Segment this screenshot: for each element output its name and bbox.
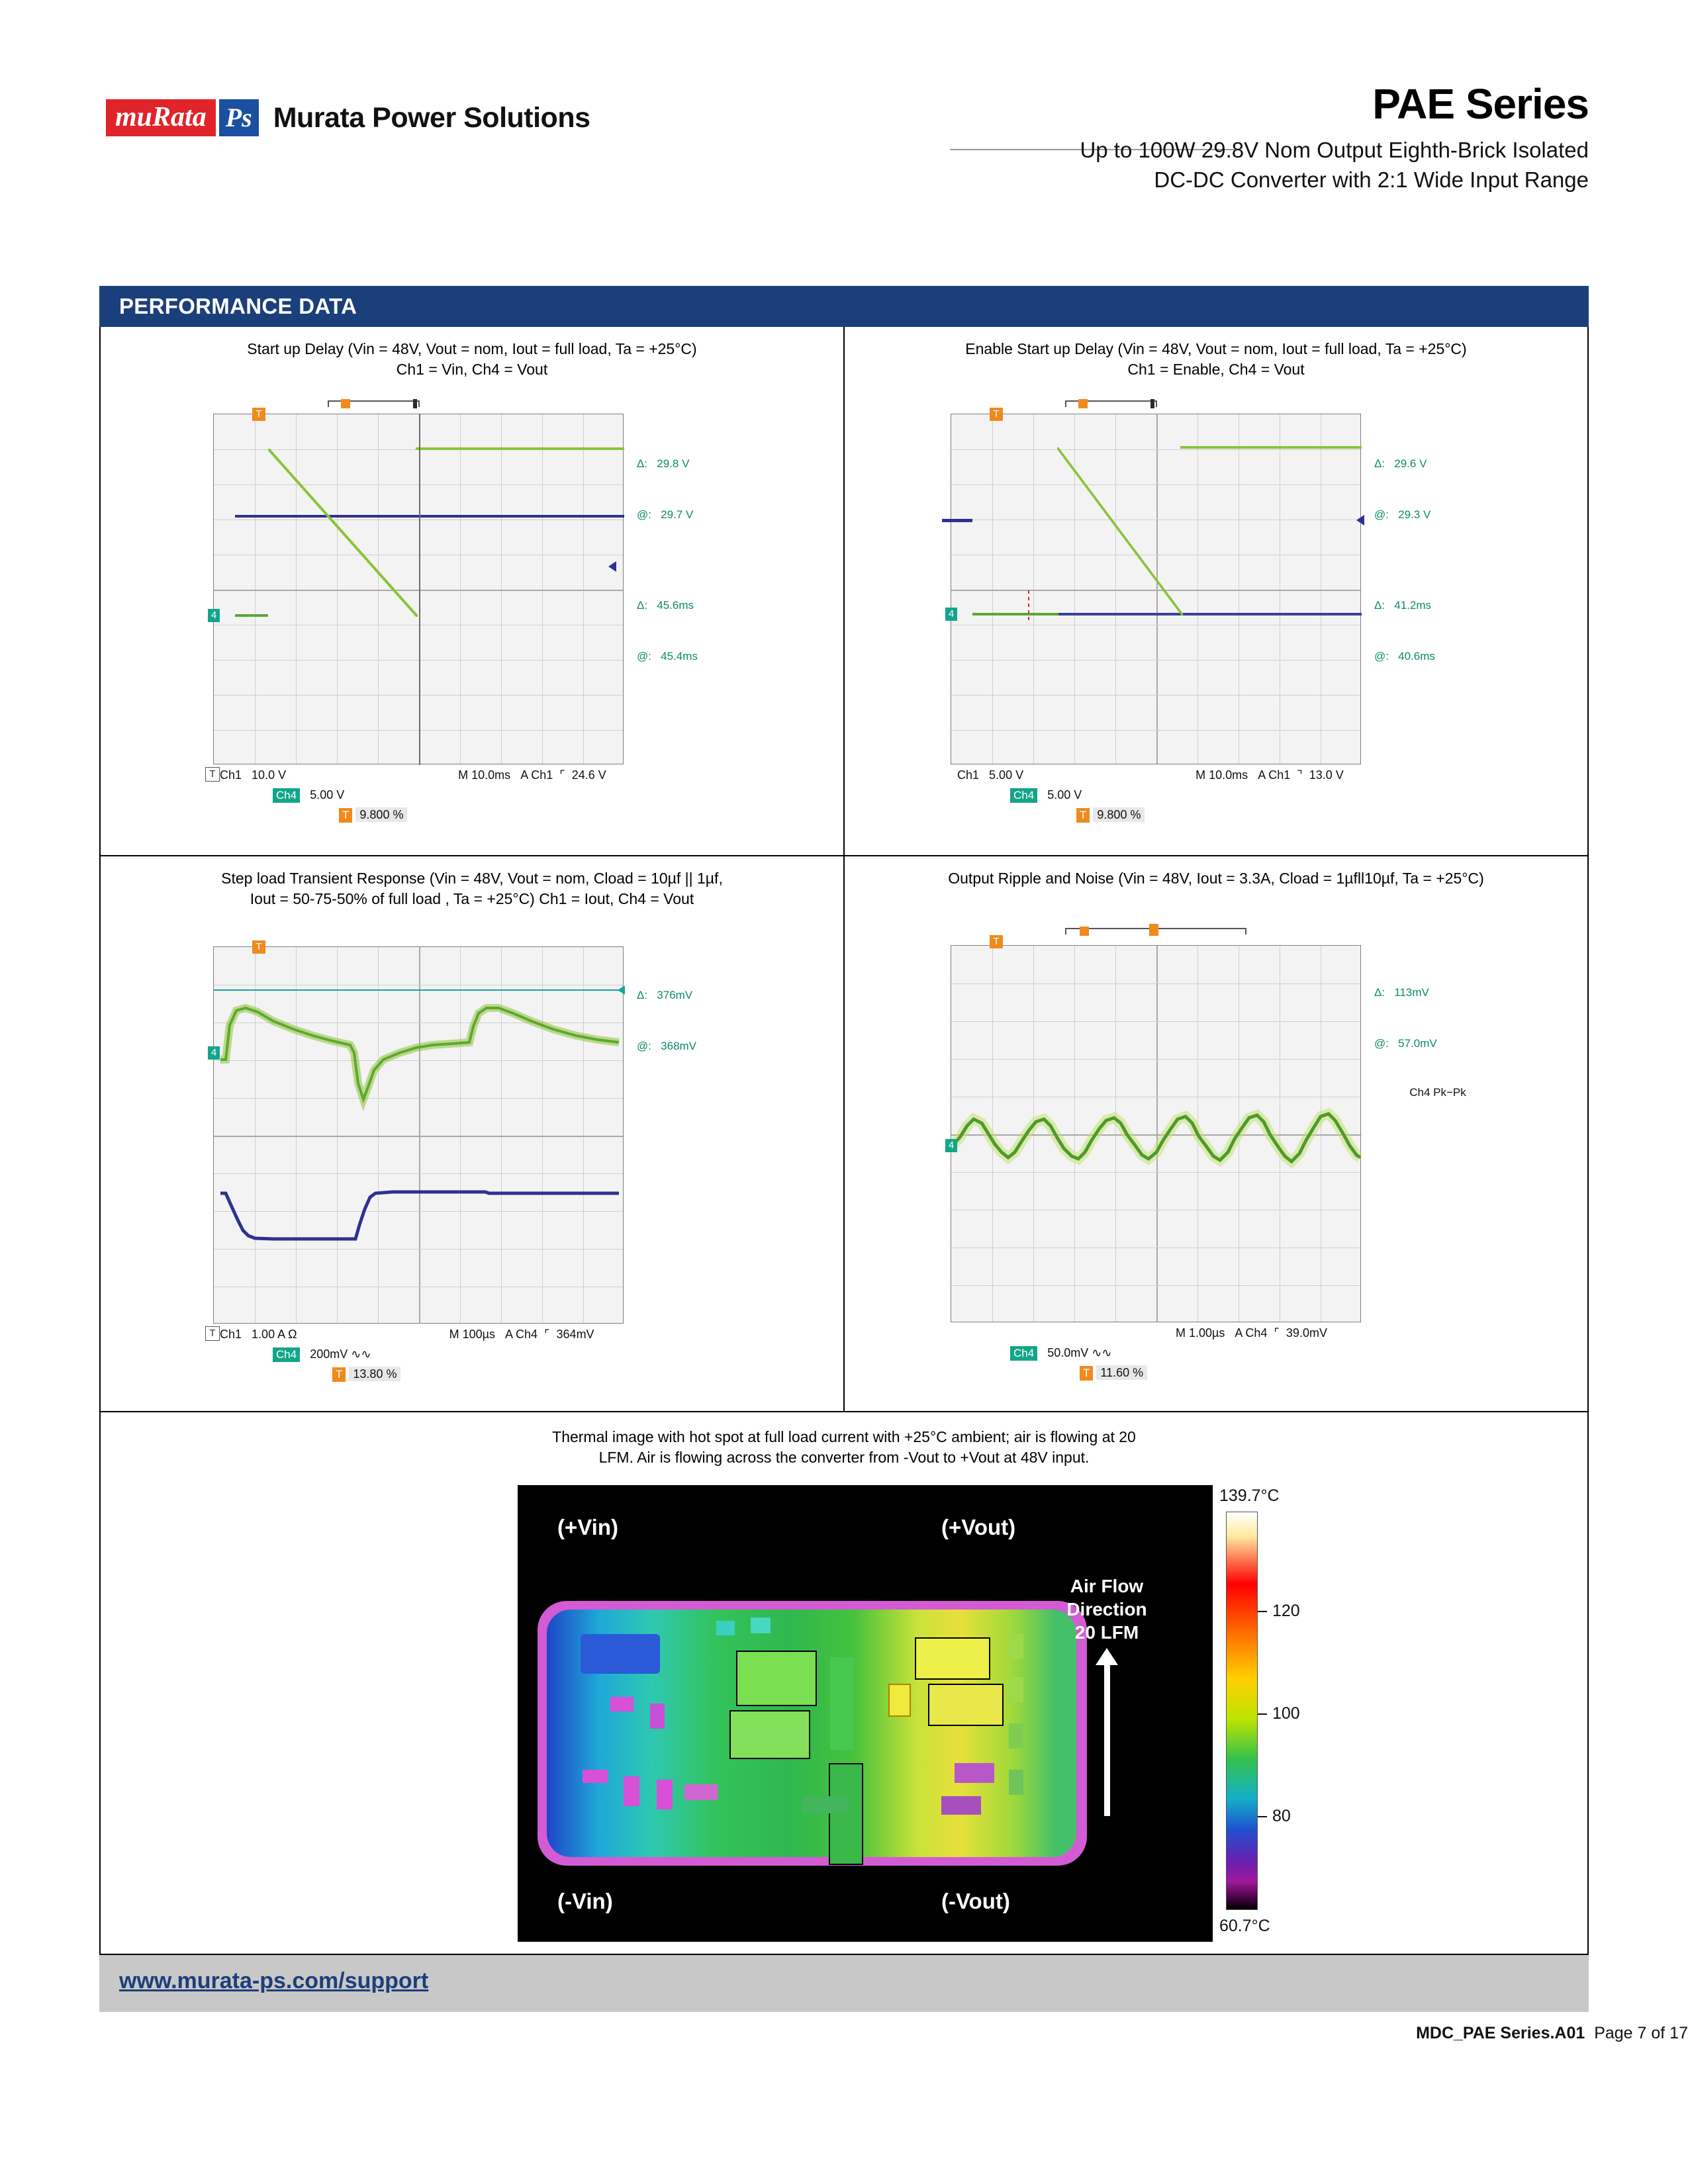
performance-data-frame	[99, 327, 1589, 1955]
scope-screenshot-stepload	[200, 929, 749, 1386]
scope-bottom-bar-stepload: Ch1 1.00 A Ω M 100µs A Ch4 ⌜ 364mV	[220, 1328, 594, 1341]
trace-ch4-ramp	[1057, 447, 1183, 615]
bottom-trigger-level: 13.0 V	[1309, 768, 1344, 782]
ch4-scale-value: 50.0mV	[1047, 1346, 1089, 1359]
bottom-ch1-value: 5.00 V	[989, 768, 1024, 782]
ch4-marker: 4	[945, 1139, 957, 1152]
caption-line-1: Enable Start up Delay (Vin = 48V, Vout = nom, Iout = full load, Ta = +25°C)	[965, 340, 1467, 357]
scope-pos-bar-ripple	[1080, 1366, 1147, 1381]
trigger-marker: T	[990, 935, 1003, 948]
caption-line-2: Ch1 = Enable, Ch4 = Vout	[1127, 361, 1305, 379]
ch4-marker: 4	[208, 1046, 220, 1060]
murata-logo	[106, 99, 590, 136]
caption-line-1: Start up Delay (Vin = 48V, Vout = nom, Iout = full load, Ta = +25°C)	[247, 340, 697, 357]
page-number: Page 7 of 17	[1594, 2024, 1688, 2042]
scope-bottom-bar-enable: Ch1 5.00 V M 10.0ms A Ch1 ⌝ 13.0 V	[957, 768, 1344, 782]
ch4-scale-value: 200mV	[310, 1347, 348, 1361]
plot-cell-enable-startup-delay	[845, 327, 1587, 856]
trace-ch1-high	[942, 519, 972, 522]
bottom-ch1-value: 10.0 V	[252, 768, 287, 782]
scope-top-marker-2	[413, 399, 417, 408]
scale-tick	[1258, 1713, 1267, 1715]
bottom-trigger-level: 39.0mV	[1286, 1326, 1327, 1340]
subtitle-line-2: DC-DC Converter with 2:1 Wide Input Range	[1154, 167, 1589, 192]
bottom-timebase: M 10.0ms	[1196, 768, 1248, 782]
trace-ch4-high	[416, 447, 624, 450]
caption-line-2: Ch1 = Vin, Ch4 = Vout	[396, 361, 548, 379]
scope-bottom-bar-startup: Ch1 10.0 V M 10.0ms A Ch1 ⌜ 24.6 V	[220, 768, 606, 782]
bottom-ch1-value: 1.00 A Ω	[252, 1328, 297, 1341]
thermal-label-vin-neg: (-Vin)	[557, 1889, 613, 1913]
page-title: PAE Series	[1372, 80, 1589, 128]
trace-ch4-low	[972, 613, 1058, 615]
scale-tick-label: 120	[1272, 1602, 1300, 1620]
airflow-line-3: 20 LFM	[1074, 1622, 1139, 1643]
bottom-timebase: M 100µs	[449, 1328, 496, 1341]
bottom-trigger-source: A Ch4	[505, 1328, 538, 1341]
ch4-scale-value: 5.00 V	[310, 788, 345, 801]
plot-caption-startup	[101, 327, 843, 380]
trace-ch4-ramp	[268, 449, 418, 617]
plot-caption-enable	[845, 327, 1587, 380]
thermal-image	[518, 1485, 1213, 1942]
scope-top-marker-2	[1150, 399, 1154, 408]
scope-grid	[211, 408, 624, 764]
scale-tick-label: 100	[1272, 1704, 1300, 1723]
scope-top-marker	[1080, 927, 1089, 936]
ch4-badge: Ch4	[1010, 1346, 1037, 1361]
readout-row: @: 57.0mV	[1374, 1036, 1437, 1050]
plot-caption-ripple	[845, 856, 1587, 889]
scale-gradient-bar	[1226, 1512, 1258, 1910]
airflow-line-2: Direction	[1066, 1599, 1147, 1619]
caption-line-1: Step load Transient Response (Vin = 48V, Vout = nom, Cload = 10µf || 1µf,	[221, 870, 723, 887]
thermal-scale	[1219, 1485, 1358, 1942]
position-marker-icon: T	[1076, 808, 1090, 823]
ch4-badge: Ch4	[273, 788, 300, 803]
plot-cell-step-load-transient	[101, 856, 845, 1412]
logo-ps-mark: Ps	[219, 99, 259, 136]
scope-ch4-bar-stepload: Ch4 200mV ∿∿	[273, 1347, 371, 1362]
ch4-scale-value: 5.00 V	[1047, 788, 1082, 801]
bottom-left-marker: T	[205, 767, 220, 782]
airflow-arrow-head	[1096, 1648, 1118, 1665]
trigger-marker: T	[252, 408, 265, 421]
marker-arrow-right	[1356, 515, 1364, 525]
thermal-label-vout-neg: (-Vout)	[941, 1889, 1010, 1913]
trace-ch4-ripple	[951, 946, 1362, 1323]
footer-bar	[99, 1955, 1589, 2012]
bottom-ch1-label: Ch1	[220, 768, 242, 782]
scale-tick-label: 80	[1272, 1807, 1291, 1825]
logo-company-name: Murata Power Solutions	[273, 101, 590, 134]
cursor-line	[419, 414, 420, 765]
scope-bottom-bar-ripple: M 1.00µs A Ch4 ⌜ 39.0mV	[1176, 1326, 1327, 1340]
position-marker-icon: T	[339, 808, 352, 823]
footer-meta	[199, 2024, 1688, 2043]
scope-ch4-bar-ripple: Ch4 50.0mV ∿∿	[1010, 1346, 1111, 1361]
bottom-ch1-label: Ch1	[220, 1328, 242, 1341]
scope-readout-enable	[1374, 422, 1435, 698]
readout-row: @: 29.7 V	[637, 508, 694, 521]
marker-arrow-right	[608, 561, 616, 572]
scope-ch4-bar-startup	[273, 788, 344, 803]
bottom-trigger-source: A Ch1	[520, 768, 553, 782]
document-id: MDC_PAE Series.A01	[1416, 2024, 1585, 2042]
plot-cell-thermal-image	[101, 1412, 1587, 1952]
plot-caption-thermal	[101, 1412, 1587, 1468]
plot-cell-output-ripple-noise	[845, 856, 1587, 1412]
ch4-badge: Ch4	[1010, 788, 1037, 803]
scope-screenshot-enable	[937, 396, 1487, 833]
readout-row: Δ: 113mV	[1374, 986, 1429, 999]
caption-line-2: LFM. Air is flowing across the converter from -Vout to +Vout at 48V input.	[598, 1449, 1090, 1467]
trace-ch4-low	[235, 614, 268, 617]
readout-row: Δ: 29.8 V	[637, 457, 690, 470]
bottom-trigger-source: A Ch4	[1235, 1326, 1268, 1340]
bottom-timebase: M 1.00µs	[1176, 1326, 1225, 1340]
ch4-marker: 4	[208, 609, 220, 622]
position-value: 11.60 %	[1096, 1365, 1147, 1380]
airflow-arrow-stem	[1104, 1664, 1110, 1816]
scale-max-label: 139.7°C	[1219, 1486, 1280, 1505]
readout-row: @: 29.3 V	[1374, 508, 1431, 521]
position-value: 9.800 %	[1093, 807, 1145, 822]
scale-tick	[1258, 1611, 1267, 1612]
position-marker-icon: T	[332, 1367, 346, 1382]
section-header-performance-data	[99, 286, 1589, 327]
bottom-timebase: M 10.0ms	[458, 768, 511, 782]
scope-screenshot-startup	[200, 396, 749, 833]
plot-caption-stepload	[101, 856, 843, 909]
thermal-label-vin-pos: (+Vin)	[557, 1515, 618, 1539]
position-marker-icon: T	[1080, 1366, 1093, 1381]
support-link[interactable]: www.murata-ps.com/support	[119, 1968, 429, 1993]
trace-ch4-high	[1180, 446, 1362, 449]
scope-grid	[211, 941, 624, 1324]
bottom-trigger-level: 364mV	[556, 1328, 594, 1341]
plot-cell-startup-delay	[101, 327, 845, 856]
scope-screenshot-ripple	[937, 923, 1487, 1379]
scope-side-label-ripple: Ch4 Pk−Pk	[1409, 1085, 1466, 1099]
page-header	[99, 79, 1589, 232]
scope-top-marker-2	[1149, 924, 1158, 936]
readout-row: Δ: 45.6ms	[637, 599, 694, 612]
readout-row: Δ: 29.6 V	[1374, 457, 1427, 470]
airflow-line-1: Air Flow	[1070, 1576, 1144, 1596]
bottom-ch1-label: Ch1	[957, 768, 980, 782]
scope-pos-bar-enable	[1076, 808, 1145, 823]
subtitle-line-1: Up to 100W 29.8V Nom Output Eighth-Brick Isolated	[1080, 138, 1589, 162]
readout-row: Δ: 376mV	[637, 989, 693, 1001]
thermal-label-vout-pos: (+Vout)	[941, 1515, 1016, 1539]
scope-readout-stepload	[637, 953, 696, 1088]
scope-top-marker	[1078, 399, 1088, 408]
cursor-marker-right	[618, 985, 625, 995]
caption-line-1: Thermal image with hot spot at full load current with +25°C ambient; air is flowing at 20	[552, 1428, 1136, 1445]
bottom-left-marker: T	[205, 1326, 220, 1341]
trigger-marker: T	[990, 408, 1003, 421]
page-subtitle	[794, 136, 1589, 195]
scope-readout-ripple	[1374, 950, 1437, 1085]
position-value: 13.80 %	[349, 1367, 400, 1381]
caption-line-1: Output Ripple and Noise (Vin = 48V, Iout = 3.3A, Cload = 1µfll10µf, Ta = +25°C)	[948, 870, 1484, 887]
readout-row: @: 40.6ms	[1374, 649, 1435, 662]
logo-murata-mark: muRata	[106, 99, 216, 136]
readout-row: @: 45.4ms	[637, 649, 698, 662]
scope-top-marker	[341, 399, 350, 408]
trigger-marker: T	[252, 940, 265, 954]
trace-ch1-load-step	[214, 947, 624, 1324]
bottom-trigger-source: A Ch1	[1258, 768, 1291, 782]
scope-ch4-bar-enable	[1010, 788, 1082, 803]
scope-grid	[948, 936, 1361, 1322]
scope-readout-startup	[637, 422, 698, 698]
ch4-marker: 4	[945, 608, 957, 621]
scale-tick	[1258, 1816, 1267, 1817]
airflow-label	[1041, 1574, 1173, 1644]
scope-pos-bar-stepload	[332, 1367, 400, 1382]
readout-row: @: 368mV	[637, 1039, 697, 1052]
scope-grid	[948, 408, 1361, 764]
position-value: 9.800 %	[355, 807, 407, 822]
trigger-dotted-line	[1028, 590, 1029, 623]
scale-min-label: 60.7°C	[1219, 1917, 1270, 1935]
readout-row: Δ: 41.2ms	[1374, 599, 1432, 612]
thermal-image-wrapper	[518, 1485, 1358, 1942]
bottom-trigger-level: 24.6 V	[571, 768, 606, 782]
ch4-badge: Ch4	[273, 1347, 300, 1362]
section-header-label: PERFORMANCE DATA	[119, 294, 357, 318]
caption-line-2: Iout = 50-75-50% of full load , Ta = +25°C) Ch1 = Iout, Ch4 = Vout	[250, 890, 694, 908]
scope-pos-bar-startup	[339, 808, 407, 823]
